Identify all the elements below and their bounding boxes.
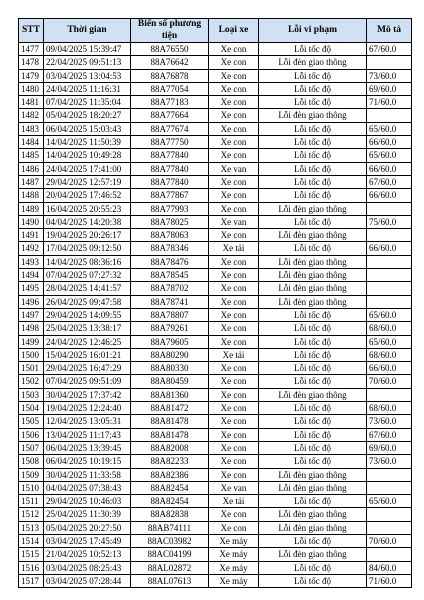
- cell-vehicle-type: Xe van: [209, 162, 259, 175]
- cell-vehicle-type: Xe máy: [209, 574, 259, 587]
- cell-time: 15/04/2025 16:01:21: [44, 348, 131, 361]
- cell-violation: Lỗi tốc độ: [259, 335, 367, 348]
- cell-vehicle-type: Xe con: [209, 255, 259, 268]
- cell-plate: 88AB74111: [131, 521, 209, 534]
- cell-time: 29/04/2025 10:46:03: [44, 495, 131, 508]
- cell-violation: Lỗi tốc độ: [259, 136, 367, 149]
- table-row: [19, 255, 412, 268]
- cell-time: 21/04/2025 10:52:13: [44, 548, 131, 561]
- cell-description: 84/60.0: [367, 561, 412, 574]
- cell-vehicle-type: Xe máy: [209, 534, 259, 547]
- cell-stt: 1503: [19, 388, 44, 401]
- cell-description: 65/60.0: [367, 335, 412, 348]
- cell-plate: 88A77993: [131, 202, 209, 215]
- cell-vehicle-type: Xe con: [209, 175, 259, 188]
- header-plate: Biển số phương tiện: [131, 19, 209, 43]
- table-body: [19, 43, 412, 588]
- cell-time: 24/04/2025 11:16:31: [44, 82, 131, 95]
- cell-vehicle-type: Xe tải: [209, 242, 259, 255]
- cell-time: 29/04/2025 16:47:29: [44, 362, 131, 375]
- cell-vehicle-type: Xe con: [209, 43, 259, 56]
- cell-plate: 88A78807: [131, 308, 209, 321]
- cell-description: 66/60.0: [367, 189, 412, 202]
- cell-description: 65/60.0: [367, 495, 412, 508]
- cell-violation: Lỗi đèn giao thông: [259, 521, 367, 534]
- cell-vehicle-type: Xe van: [209, 215, 259, 228]
- header-time: Thời gian: [44, 19, 131, 43]
- cell-time: 14/04/2025 08:36:16: [44, 255, 131, 268]
- cell-time: 05/04/2025 18:20:27: [44, 109, 131, 122]
- table-row: [19, 96, 412, 109]
- cell-plate: 88A80459: [131, 375, 209, 388]
- cell-violation: Lỗi đèn giao thông: [259, 255, 367, 268]
- cell-stt: 1506: [19, 428, 44, 441]
- cell-time: 25/04/2025 13:38:17: [44, 322, 131, 335]
- cell-vehicle-type: Xe tải: [209, 348, 259, 361]
- cell-stt: 1485: [19, 149, 44, 162]
- cell-description: 66/60.0: [367, 242, 412, 255]
- cell-description: [367, 481, 412, 494]
- table-row: [19, 362, 412, 375]
- table-row: [19, 269, 412, 282]
- table-row: [19, 428, 412, 441]
- cell-vehicle-type: Xe con: [209, 96, 259, 109]
- cell-vehicle-type: Xe con: [209, 122, 259, 135]
- cell-time: 06/04/2025 10:19:15: [44, 455, 131, 468]
- cell-stt: 1507: [19, 441, 44, 454]
- cell-time: 04/04/2025 07:38:43: [44, 481, 131, 494]
- cell-time: 14/04/2025 11:50:39: [44, 136, 131, 149]
- cell-plate: 88A76878: [131, 69, 209, 82]
- table-row: [19, 534, 412, 547]
- cell-plate: 88A81478: [131, 428, 209, 441]
- cell-stt: 1481: [19, 96, 44, 109]
- table-row: [19, 136, 412, 149]
- cell-plate: 88A77674: [131, 122, 209, 135]
- cell-description: [367, 508, 412, 521]
- cell-description: [367, 295, 412, 308]
- cell-description: [367, 229, 412, 242]
- cell-time: 30/04/2025 11:33:58: [44, 468, 131, 481]
- cell-stt: 1493: [19, 255, 44, 268]
- cell-violation: Lỗi tốc độ: [259, 534, 367, 547]
- cell-violation: Lỗi đèn giao thông: [259, 269, 367, 282]
- cell-violation: Lỗi tốc độ: [259, 362, 367, 375]
- table-row: [19, 322, 412, 335]
- cell-time: 03/04/2025 07:28:44: [44, 574, 131, 587]
- table-row: [19, 295, 412, 308]
- cell-time: 29/04/2025 14:09:55: [44, 308, 131, 321]
- cell-stt: 1479: [19, 69, 44, 82]
- cell-vehicle-type: Xe con: [209, 402, 259, 415]
- cell-plate: 88A78025: [131, 215, 209, 228]
- cell-plate: 88A80330: [131, 362, 209, 375]
- table-row: [19, 521, 412, 534]
- cell-stt: 1517: [19, 574, 44, 587]
- cell-vehicle-type: Xe con: [209, 322, 259, 335]
- cell-violation: Lỗi tốc độ: [259, 561, 367, 574]
- cell-vehicle-type: Xe con: [209, 308, 259, 321]
- cell-time: 12/04/2025 13:05:31: [44, 415, 131, 428]
- cell-description: [367, 548, 412, 561]
- cell-stt: 1516: [19, 561, 44, 574]
- cell-vehicle-type: Xe con: [209, 202, 259, 215]
- cell-time: 05/04/2025 20:27:50: [44, 521, 131, 534]
- cell-stt: 1498: [19, 322, 44, 335]
- cell-plate: 88A78063: [131, 229, 209, 242]
- cell-violation: Lỗi đèn giao thông: [259, 109, 367, 122]
- cell-vehicle-type: Xe con: [209, 455, 259, 468]
- cell-violation: Lỗi tốc độ: [259, 455, 367, 468]
- table-row: [19, 481, 412, 494]
- cell-description: [367, 468, 412, 481]
- cell-stt: 1509: [19, 468, 44, 481]
- cell-vehicle-type: Xe con: [209, 295, 259, 308]
- cell-violation: Lỗi đèn giao thông: [259, 508, 367, 521]
- cell-stt: 1483: [19, 122, 44, 135]
- table-row: [19, 415, 412, 428]
- cell-stt: 1495: [19, 282, 44, 295]
- cell-plate: 88A76642: [131, 56, 209, 69]
- cell-violation: Lỗi tốc độ: [259, 428, 367, 441]
- header-vehicle-type: Loại xe: [209, 19, 259, 43]
- cell-description: 69/60.0: [367, 82, 412, 95]
- cell-violation: Lỗi tốc độ: [259, 242, 367, 255]
- cell-description: 66/60.0: [367, 362, 412, 375]
- cell-stt: 1478: [19, 56, 44, 69]
- cell-time: 07/04/2025 09:51:09: [44, 375, 131, 388]
- cell-stt: 1502: [19, 375, 44, 388]
- header-violation: Lỗi vi phạm: [259, 19, 367, 43]
- cell-stt: 1512: [19, 508, 44, 521]
- cell-violation: Lỗi tốc độ: [259, 574, 367, 587]
- cell-time: 29/04/2025 12:57:19: [44, 175, 131, 188]
- cell-vehicle-type: Xe van: [209, 481, 259, 494]
- cell-violation: Lỗi tốc độ: [259, 348, 367, 361]
- cell-vehicle-type: Xe con: [209, 335, 259, 348]
- cell-plate: 88AC03982: [131, 534, 209, 547]
- cell-vehicle-type: Xe con: [209, 468, 259, 481]
- cell-plate: 88A80290: [131, 348, 209, 361]
- cell-plate: 88A77840: [131, 175, 209, 188]
- cell-plate: 88A77183: [131, 96, 209, 109]
- cell-time: 04/04/2025 14:20:38: [44, 215, 131, 228]
- cell-description: 67/60.0: [367, 175, 412, 188]
- cell-plate: 88AL07613: [131, 574, 209, 587]
- cell-vehicle-type: Xe con: [209, 82, 259, 95]
- cell-violation: Lỗi tốc độ: [259, 495, 367, 508]
- table-row: [19, 388, 412, 401]
- cell-violation: Lỗi tốc độ: [259, 122, 367, 135]
- table-row: [19, 468, 412, 481]
- cell-stt: 1489: [19, 202, 44, 215]
- cell-time: 19/04/2025 12:24:40: [44, 402, 131, 415]
- cell-violation: Lỗi tốc độ: [259, 441, 367, 454]
- table-row: [19, 335, 412, 348]
- cell-violation: Lỗi tốc độ: [259, 402, 367, 415]
- cell-plate: 88A78476: [131, 255, 209, 268]
- cell-stt: 1480: [19, 82, 44, 95]
- cell-violation: Lỗi tốc độ: [259, 162, 367, 175]
- cell-violation: Lỗi đèn giao thông: [259, 56, 367, 69]
- cell-violation: Lỗi tốc độ: [259, 415, 367, 428]
- cell-time: 06/04/2025 13:39:45: [44, 441, 131, 454]
- cell-vehicle-type: Xe con: [209, 149, 259, 162]
- cell-violation: Lỗi tốc độ: [259, 189, 367, 202]
- cell-time: 25/04/2025 11:30:39: [44, 508, 131, 521]
- cell-violation: Lỗi tốc độ: [259, 308, 367, 321]
- cell-stt: 1492: [19, 242, 44, 255]
- table-row: [19, 508, 412, 521]
- cell-violation: Lỗi đèn giao thông: [259, 229, 367, 242]
- header-row: [19, 19, 412, 43]
- cell-plate: 88A78545: [131, 269, 209, 282]
- table-row: [19, 215, 412, 228]
- cell-violation: Lỗi đèn giao thông: [259, 388, 367, 401]
- cell-description: [367, 202, 412, 215]
- cell-stt: 1500: [19, 348, 44, 361]
- cell-vehicle-type: Xe tải: [209, 495, 259, 508]
- cell-description: 65/60.0: [367, 149, 412, 162]
- cell-description: 73/60.0: [367, 415, 412, 428]
- cell-time: 30/04/2025 17:37:42: [44, 388, 131, 401]
- cell-violation: Lỗi tốc độ: [259, 96, 367, 109]
- table-row: [19, 175, 412, 188]
- cell-plate: 88A77054: [131, 82, 209, 95]
- cell-description: 70/60.0: [367, 375, 412, 388]
- cell-description: 73/60.0: [367, 69, 412, 82]
- cell-stt: 1508: [19, 455, 44, 468]
- cell-plate: 88A78702: [131, 282, 209, 295]
- cell-plate: 88A78741: [131, 295, 209, 308]
- cell-violation: Lỗi tốc độ: [259, 215, 367, 228]
- cell-violation: Lỗi tốc độ: [259, 149, 367, 162]
- cell-plate: 88A77867: [131, 189, 209, 202]
- cell-violation: Lỗi tốc độ: [259, 82, 367, 95]
- cell-description: 67/60.0: [367, 43, 412, 56]
- cell-plate: 88A81472: [131, 402, 209, 415]
- table-row: [19, 229, 412, 242]
- cell-plate: 88A82838: [131, 508, 209, 521]
- cell-description: 66/60.0: [367, 162, 412, 175]
- cell-plate: 88A82233: [131, 455, 209, 468]
- header-description: Mô tả: [367, 19, 412, 43]
- cell-plate: 88AC04199: [131, 548, 209, 561]
- cell-plate: 88A77750: [131, 136, 209, 149]
- table-row: [19, 82, 412, 95]
- cell-description: [367, 521, 412, 534]
- table-row: [19, 348, 412, 361]
- cell-stt: 1484: [19, 136, 44, 149]
- cell-time: 19/04/2025 20:26:17: [44, 229, 131, 242]
- cell-stt: 1499: [19, 335, 44, 348]
- cell-description: [367, 388, 412, 401]
- cell-time: 03/04/2025 17:45:49: [44, 534, 131, 547]
- cell-description: 67/60.0: [367, 428, 412, 441]
- cell-plate: 88A77840: [131, 149, 209, 162]
- cell-stt: 1490: [19, 215, 44, 228]
- cell-vehicle-type: Xe con: [209, 441, 259, 454]
- cell-vehicle-type: Xe con: [209, 428, 259, 441]
- cell-time: 07/04/2025 11:35:04: [44, 96, 131, 109]
- cell-description: 68/60.0: [367, 322, 412, 335]
- table-row: [19, 122, 412, 135]
- cell-time: 07/04/2025 07:27:32: [44, 269, 131, 282]
- table-row: [19, 69, 412, 82]
- table-row: [19, 189, 412, 202]
- cell-time: 09/04/2025 15:39:47: [44, 43, 131, 56]
- cell-vehicle-type: Xe con: [209, 521, 259, 534]
- cell-vehicle-type: Xe con: [209, 375, 259, 388]
- cell-stt: 1505: [19, 415, 44, 428]
- cell-violation: Lỗi tốc độ: [259, 69, 367, 82]
- cell-description: 73/60.0: [367, 455, 412, 468]
- cell-violation: Lỗi tốc độ: [259, 43, 367, 56]
- table-row: [19, 561, 412, 574]
- cell-plate: 88A79605: [131, 335, 209, 348]
- cell-violation: Lỗi đèn giao thông: [259, 282, 367, 295]
- cell-stt: 1477: [19, 43, 44, 56]
- table-row: [19, 574, 412, 587]
- cell-time: 06/04/2025 15:03:43: [44, 122, 131, 135]
- cell-time: 03/04/2025 08:25:43: [44, 561, 131, 574]
- cell-violation: Lỗi đèn giao thông: [259, 481, 367, 494]
- table-row: [19, 455, 412, 468]
- table-row: [19, 242, 412, 255]
- cell-time: 24/04/2025 17:41:00: [44, 162, 131, 175]
- cell-vehicle-type: Xe con: [209, 56, 259, 69]
- cell-description: [367, 282, 412, 295]
- cell-stt: 1487: [19, 175, 44, 188]
- cell-vehicle-type: Xe con: [209, 415, 259, 428]
- cell-time: 16/04/2025 20:55:23: [44, 202, 131, 215]
- cell-stt: 1482: [19, 109, 44, 122]
- cell-plate: 88A81478: [131, 415, 209, 428]
- cell-stt: 1514: [19, 534, 44, 547]
- cell-stt: 1511: [19, 495, 44, 508]
- cell-plate: 88A82454: [131, 495, 209, 508]
- cell-plate: 88A78346: [131, 242, 209, 255]
- violation-table: [18, 18, 412, 588]
- table-row: [19, 441, 412, 454]
- cell-vehicle-type: Xe con: [209, 109, 259, 122]
- cell-stt: 1497: [19, 308, 44, 321]
- cell-vehicle-type: Xe con: [209, 508, 259, 521]
- cell-stt: 1486: [19, 162, 44, 175]
- cell-description: 65/60.0: [367, 122, 412, 135]
- cell-plate: 88A77664: [131, 109, 209, 122]
- cell-time: 26/04/2025 09:47:58: [44, 295, 131, 308]
- cell-description: [367, 255, 412, 268]
- table-row: [19, 548, 412, 561]
- cell-plate: 88A77840: [131, 162, 209, 175]
- cell-time: 13/04/2025 11:17:43: [44, 428, 131, 441]
- table-row: [19, 162, 412, 175]
- cell-vehicle-type: Xe con: [209, 229, 259, 242]
- table-row: [19, 282, 412, 295]
- cell-stt: 1515: [19, 548, 44, 561]
- cell-description: 70/60.0: [367, 534, 412, 547]
- cell-time: 24/04/2025 12:46:25: [44, 335, 131, 348]
- table-row: [19, 56, 412, 69]
- cell-violation: Lỗi tốc độ: [259, 375, 367, 388]
- cell-stt: 1501: [19, 362, 44, 375]
- cell-violation: Lỗi đèn giao thông: [259, 468, 367, 481]
- cell-description: 71/60.0: [367, 574, 412, 587]
- table-row: [19, 375, 412, 388]
- cell-stt: 1504: [19, 402, 44, 415]
- table-row: [19, 202, 412, 215]
- cell-description: 68/60.0: [367, 348, 412, 361]
- cell-plate: 88AL02872: [131, 561, 209, 574]
- cell-stt: 1491: [19, 229, 44, 242]
- cell-vehicle-type: Xe máy: [209, 561, 259, 574]
- cell-time: 17/04/2025 09:12:50: [44, 242, 131, 255]
- cell-time: 28/04/2025 14:41:57: [44, 282, 131, 295]
- cell-stt: 1488: [19, 189, 44, 202]
- cell-description: [367, 269, 412, 282]
- cell-plate: 88A82008: [131, 441, 209, 454]
- cell-violation: Lỗi đèn giao thông: [259, 548, 367, 561]
- cell-violation: Lỗi tốc độ: [259, 322, 367, 335]
- cell-vehicle-type: Xe con: [209, 269, 259, 282]
- cell-description: [367, 56, 412, 69]
- document-page: [18, 18, 411, 588]
- cell-description: 66/60.0: [367, 136, 412, 149]
- table-row: [19, 149, 412, 162]
- cell-plate: 88A81360: [131, 388, 209, 401]
- table-row: [19, 43, 412, 56]
- cell-vehicle-type: Xe máy: [209, 548, 259, 561]
- cell-vehicle-type: Xe con: [209, 69, 259, 82]
- cell-stt: 1510: [19, 481, 44, 494]
- cell-description: 75/60.0: [367, 215, 412, 228]
- cell-time: 14/04/2025 10:49:28: [44, 149, 131, 162]
- cell-time: 20/04/2025 17:46:52: [44, 189, 131, 202]
- cell-vehicle-type: Xe con: [209, 189, 259, 202]
- table-row: [19, 308, 412, 321]
- table-row: [19, 495, 412, 508]
- cell-time: 22/04/2025 09:51:13: [44, 56, 131, 69]
- cell-plate: 88A76550: [131, 43, 209, 56]
- cell-plate: 88A82386: [131, 468, 209, 481]
- cell-time: 03/04/2025 13:04:53: [44, 69, 131, 82]
- cell-stt: 1494: [19, 269, 44, 282]
- cell-plate: 88A79261: [131, 322, 209, 335]
- cell-violation: Lỗi tốc độ: [259, 175, 367, 188]
- cell-description: [367, 109, 412, 122]
- cell-description: 65/60.0: [367, 308, 412, 321]
- cell-description: 71/60.0: [367, 96, 412, 109]
- cell-violation: Lỗi đèn giao thông: [259, 295, 367, 308]
- cell-vehicle-type: Xe con: [209, 362, 259, 375]
- table-row: [19, 402, 412, 415]
- table-row: [19, 109, 412, 122]
- cell-plate: 88A82454: [131, 481, 209, 494]
- cell-vehicle-type: Xe con: [209, 136, 259, 149]
- cell-vehicle-type: Xe con: [209, 282, 259, 295]
- cell-description: 69/60.0: [367, 441, 412, 454]
- cell-vehicle-type: Xe con: [209, 388, 259, 401]
- cell-stt: 1513: [19, 521, 44, 534]
- header-stt: STT: [19, 19, 44, 43]
- cell-stt: 1496: [19, 295, 44, 308]
- cell-description: 68/60.0: [367, 402, 412, 415]
- cell-violation: Lỗi đèn giao thông: [259, 202, 367, 215]
